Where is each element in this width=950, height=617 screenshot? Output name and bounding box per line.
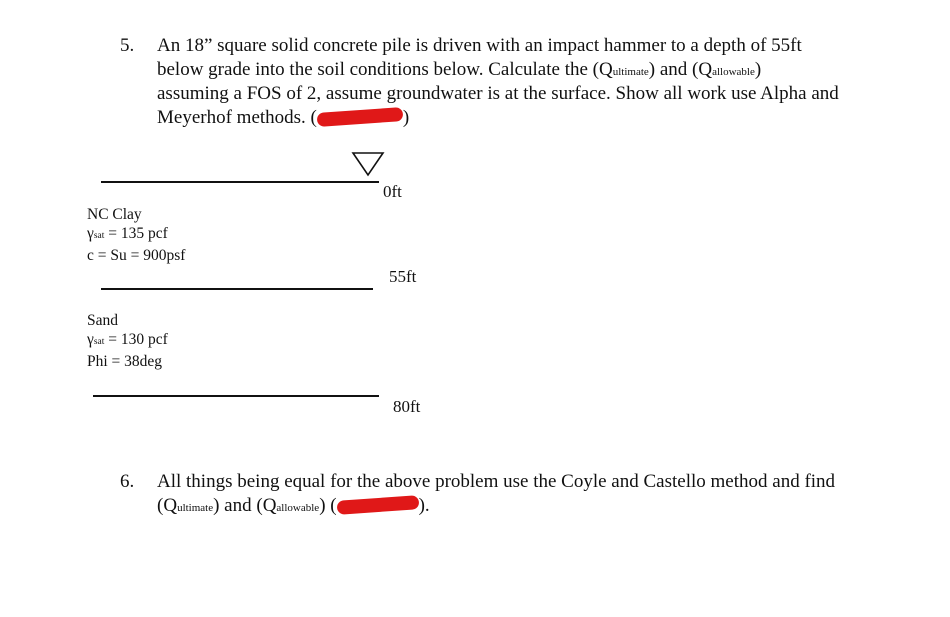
redaction-mark bbox=[336, 495, 419, 515]
q6-ultimate-subscript: ultimate bbox=[177, 502, 214, 514]
question-5-line-4 bbox=[157, 106, 409, 130]
q6-line2-part-c: ) ( bbox=[319, 495, 337, 516]
question-6-number: 6. bbox=[120, 471, 135, 492]
sand-friction-angle: Phi = 38deg bbox=[87, 353, 163, 370]
q5-line4-close: ) bbox=[402, 107, 410, 128]
sat-subscript: sat bbox=[93, 337, 105, 347]
redaction-mark bbox=[317, 107, 404, 127]
question-6-line-1: All things being equal for the above problem use the Coyle and Castello method and find bbox=[157, 471, 836, 492]
question-5-line-1: An 18” square solid concrete pile is driven with an impact hammer to a depth of 55ft bbox=[157, 35, 802, 56]
q5-allowable-subscript: allowable bbox=[712, 66, 755, 78]
bottom-boundary-line bbox=[93, 395, 379, 397]
question-5-number: 5. bbox=[120, 35, 135, 56]
sand-layer-name: Sand bbox=[87, 312, 118, 329]
gamma-symbol: γ bbox=[87, 225, 94, 242]
q5-line2-part-c: ) bbox=[754, 59, 762, 80]
q5-line2-part-b: ) and (Q bbox=[648, 59, 713, 80]
clay-unit-weight-value: = 135 pcf bbox=[104, 225, 168, 242]
ground-surface-line bbox=[101, 181, 379, 183]
q6-line2-end: ). bbox=[418, 495, 430, 516]
sat-subscript: sat bbox=[93, 231, 105, 241]
depth-label-0ft: 0ft bbox=[383, 182, 402, 201]
sand-layer-properties bbox=[87, 311, 168, 371]
q5-line4-text: Meyerhof methods. ( bbox=[157, 107, 317, 128]
clay-unit-weight bbox=[87, 224, 185, 246]
q5-ultimate-subscript: ultimate bbox=[612, 66, 649, 78]
gamma-symbol: γ bbox=[87, 331, 94, 348]
clay-undrained-strength: c = Su = 900psf bbox=[87, 247, 186, 264]
q5-line2-part-a: below grade into the soil conditions below. Calculate the (Q bbox=[157, 59, 613, 80]
q6-allowable-subscript: allowable bbox=[276, 502, 320, 514]
clay-layer-name: NC Clay bbox=[87, 206, 142, 223]
depth-label-55ft: 55ft bbox=[389, 267, 417, 286]
clay-layer-properties bbox=[87, 205, 185, 265]
q6-line2-part-a: (Q bbox=[157, 495, 178, 516]
question-6-line-2 bbox=[157, 494, 430, 520]
inverted-triangle-icon bbox=[351, 151, 385, 177]
question-5-line-3: assuming a FOS of 2, assume groundwater is at the surface. Show all work use Alpha and bbox=[157, 83, 839, 104]
clay-sand-boundary-line bbox=[101, 288, 373, 290]
q6-line2-part-b: ) and (Q bbox=[213, 495, 277, 516]
sand-unit-weight-value: = 130 pcf bbox=[104, 331, 168, 348]
sand-unit-weight bbox=[87, 330, 168, 352]
depth-label-80ft: 80ft bbox=[393, 397, 421, 416]
question-5-line-2 bbox=[157, 58, 761, 84]
